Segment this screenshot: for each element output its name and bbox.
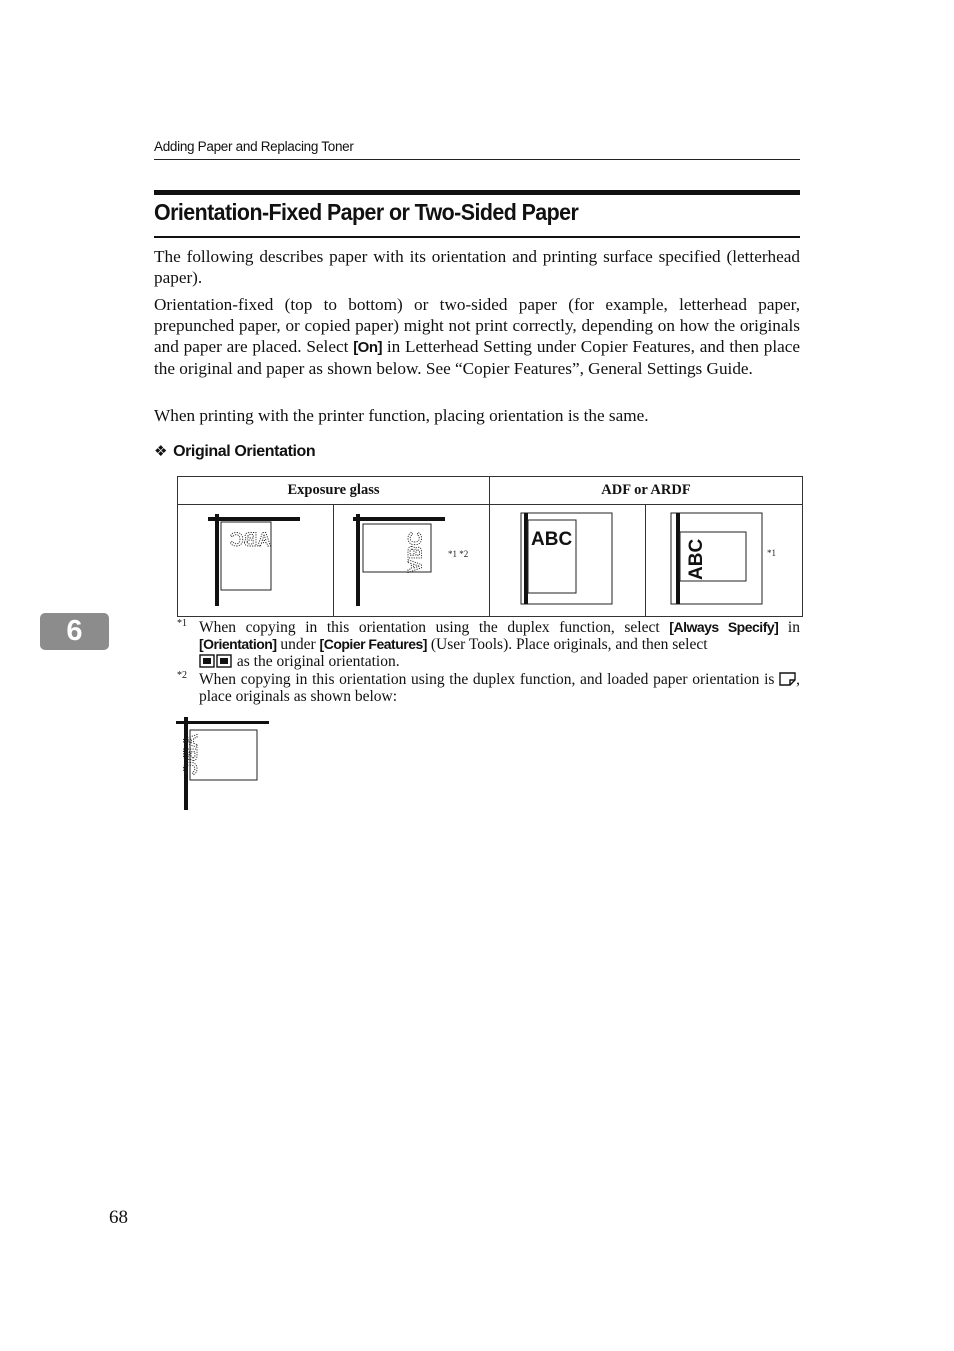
adf-landscape-cell <box>646 505 803 617</box>
sample-text: ABC <box>531 529 573 550</box>
footnote-text: (User Tools). Place originals, and then select <box>426 636 708 653</box>
footnote-mark: *2 <box>177 670 187 681</box>
title-rule-bottom <box>154 236 800 238</box>
adf-header: ADF or ARDF <box>490 477 803 505</box>
sample-text-mirrored-rotated: ABC <box>181 734 202 776</box>
on-key: [On] <box>353 339 383 356</box>
adf-landscape-diagram <box>646 505 802 611</box>
orientation-table <box>177 476 803 617</box>
footnote-text: as the original orientation. <box>233 653 400 670</box>
duplex-placement-diagram <box>176 716 276 812</box>
paragraph-letterhead <box>154 294 800 379</box>
adf-portrait-cell <box>490 505 646 617</box>
footnote-text: When copying in this orientation using the duplex function, select <box>199 619 670 636</box>
diamond-bullet-icon: ❖ <box>154 443 168 460</box>
page-number: 68 <box>109 1207 128 1228</box>
title-rule-top <box>154 190 800 195</box>
copier-features-key: [Copier Features] <box>319 636 427 652</box>
footnote-2-text <box>199 671 800 705</box>
footnote-ref: *1 <box>767 548 776 558</box>
original-orientation-icon <box>199 654 233 668</box>
exposure-glass-landscape-cell <box>334 505 490 617</box>
always-specify-key: [Always Specify] <box>669 619 779 635</box>
header-rule <box>154 159 800 160</box>
sample-text-mirrored-rotated: ABC <box>403 531 424 573</box>
adf-portrait-diagram <box>490 505 645 611</box>
sample-text-mirrored: ABC <box>229 530 271 551</box>
paragraph-printer: When printing with the printer function, placing orientation is the same. <box>154 406 649 425</box>
subsection-heading <box>154 442 315 461</box>
chapter-tab <box>40 613 109 650</box>
section-title: Orientation-Fixed Paper or Two-Sided Paper <box>154 199 579 225</box>
footnote-refs: *1 *2 <box>448 549 469 559</box>
footnote-2 <box>177 671 800 705</box>
footnote-mark: *1 <box>177 618 187 629</box>
footnote-1-text <box>199 619 800 670</box>
footnote-text: , place originals as shown below: <box>199 671 800 705</box>
exposure-landscape-diagram <box>334 505 489 611</box>
paper-landscape-icon <box>779 672 796 686</box>
footnote-text: in <box>778 619 800 636</box>
paragraph-text: Orientation-fixed (top to bottom) or two-sided paper (for example, letterhead paper, prepunched paper, or copied paper) might not print correctly, depending on how the originals and paper are placed. Select <box>154 295 800 356</box>
footnote-text: under <box>276 636 320 653</box>
footnote-1 <box>177 619 800 670</box>
footnote-text: When copying in this orientation using the duplex function, and loaded paper orientation is <box>199 671 780 688</box>
exposure-portrait-diagram <box>178 505 333 611</box>
exposure-glass-portrait-cell <box>178 505 334 617</box>
sample-text-rotated: ABC <box>686 538 707 580</box>
exposure-glass-header: Exposure glass <box>178 477 490 505</box>
orientation-key: [Orientation] <box>199 636 277 652</box>
running-header: Adding Paper and Replacing Toner <box>154 139 354 154</box>
chapter-number: 6 <box>66 615 83 647</box>
paragraph-intro: The following describes paper with its orientation and printing surface specified (letterhead paper). <box>154 247 800 287</box>
paragraph-text: in Letterhead Setting under Copier Features, and then place the original and paper as shown below. See “Copier Features”, General Settings Guide. <box>154 337 800 378</box>
subsection-title: Original Orientation <box>173 443 316 460</box>
